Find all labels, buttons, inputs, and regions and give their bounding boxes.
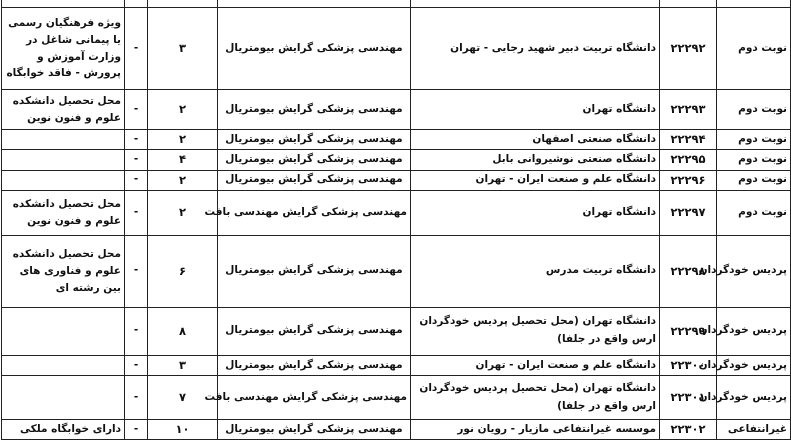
extra-capacity: - — [125, 130, 148, 150]
notes: محل تحصیل دانشکده علوم و فنون نوین — [2, 90, 125, 130]
field-of-study: مهندسی پزشکی گرایش بیومتریال — [218, 8, 411, 90]
admissions-table — [1, 0, 791, 440]
program-code: ۲۲۲۹۸ — [660, 235, 717, 307]
notes — [2, 307, 125, 355]
program-type: پردیس خودگردان — [717, 376, 791, 420]
table-row — [2, 0, 791, 8]
table-row — [2, 235, 791, 307]
table-row — [2, 420, 791, 440]
program-code: ۲۲۳۰۲ — [660, 420, 717, 440]
capacity: ۴ — [148, 150, 218, 170]
notes — [2, 355, 125, 375]
field-of-study: مهندسی پزشکی گرایش بیومتریال — [218, 420, 411, 440]
university-name: دانشگاه تهران — [411, 90, 660, 130]
field-of-study: مهندسی پزشکی گرایش بیومتریال — [218, 90, 411, 130]
table-row — [2, 8, 791, 90]
university-name: دانشگاه صنعتی نوشیروانی بابل — [411, 150, 660, 170]
program-type: نوبت دوم — [717, 130, 791, 150]
field-of-study: مهندسی پزشکی گرایش بیومتریال — [218, 150, 411, 170]
capacity: ۷ — [148, 376, 218, 420]
capacity: ۱۰ — [148, 420, 218, 440]
extra-capacity: - — [125, 307, 148, 355]
capacity: ۳ — [148, 355, 218, 375]
university-name: دانشگاه تربیت دبیر شهید رجایی - تهران — [411, 8, 660, 90]
university-name: دانشگاه صنعتی اصفهان — [411, 130, 660, 150]
extra-capacity: - — [125, 376, 148, 420]
university-name: دانشگاه تربیت مدرس — [411, 235, 660, 307]
table-row — [2, 190, 791, 235]
program-type: نوبت دوم — [717, 90, 791, 130]
capacity: ۲ — [148, 190, 218, 235]
program-code: ۲۲۲۹۴ — [660, 130, 717, 150]
university-name: دانشگاه تهران — [411, 190, 660, 235]
field-of-study: مهندسی پزشکی گرایش بیومتریال — [218, 235, 411, 307]
field-of-study: مهندسی پزشکی گرایش بیومتریال — [218, 355, 411, 375]
extra-capacity: - — [125, 150, 148, 170]
program-type: نوبت دوم — [717, 170, 791, 190]
program-code: ۲۲۲۹۷ — [660, 190, 717, 235]
university-name: دانشگاه علم و صنعت ایران - تهران — [411, 170, 660, 190]
program-type: پردیس خودگردان — [717, 235, 791, 307]
field-of-study: مهندسی پزشکی گرایش بیومتریال — [218, 130, 411, 150]
capacity: ۲ — [148, 130, 218, 150]
university-name: دانشگاه تهران (محل تحصیل پردیس خودگردان ارس واقع در جلفا) — [411, 376, 660, 420]
notes: محل تحصیل دانشکده علوم و فناوری های بین رشته ای — [2, 235, 125, 307]
program-type: پردیس خودگردان — [717, 307, 791, 355]
university-name: دانشگاه علم و صنعت ایران - تهران — [411, 355, 660, 375]
program-type: غیرانتفاعی — [717, 420, 791, 440]
capacity: ۸ — [148, 307, 218, 355]
program-type: پردیس خودگردان — [717, 355, 791, 375]
notes — [2, 376, 125, 420]
program-type: نوبت دوم — [717, 190, 791, 235]
program-type: نوبت دوم — [717, 150, 791, 170]
extra-capacity: - — [125, 420, 148, 440]
program-code: ۲۲۲۹۳ — [660, 90, 717, 130]
extra-capacity: - — [125, 8, 148, 90]
table-body — [2, 0, 791, 440]
notes — [2, 130, 125, 150]
capacity: ۳ — [148, 8, 218, 90]
capacity: ۶ — [148, 235, 218, 307]
table-row — [2, 376, 791, 420]
program-code: ۲۲۳۰۰ — [660, 355, 717, 375]
notes: دارای خوابگاه ملکی — [2, 420, 125, 440]
table-row — [2, 170, 791, 190]
table-row — [2, 90, 791, 130]
notes: ویژه فرهنگیان رسمی یا پیمانی شاغل در وزارت آموزش و پرورش - فاقد خوابگاه — [2, 8, 125, 90]
notes: محل تحصیل دانشکده علوم و فنون نوین — [2, 190, 125, 235]
capacity: ۲ — [148, 170, 218, 190]
program-code: ۲۲۲۹۶ — [660, 170, 717, 190]
extra-capacity: - — [125, 355, 148, 375]
extra-capacity: - — [125, 90, 148, 130]
program-code: ۲۲۲۹۵ — [660, 150, 717, 170]
notes — [2, 150, 125, 170]
table-row — [2, 307, 791, 355]
notes — [2, 170, 125, 190]
field-of-study: مهندسی پزشکی گرایش بیومتریال — [218, 170, 411, 190]
program-code: ۲۲۲۹۲ — [660, 8, 717, 90]
table-row — [2, 355, 791, 375]
table-row — [2, 150, 791, 170]
capacity: ۲ — [148, 90, 218, 130]
field-of-study: مهندسی پزشکی گرایش بیومتریال — [218, 307, 411, 355]
program-code: ۲۲۲۹۹ — [660, 307, 717, 355]
university-name: دانشگاه تهران (محل تحصیل پردیس خودگردان ارس واقع در جلفا) — [411, 307, 660, 355]
extra-capacity: - — [125, 170, 148, 190]
program-code: ۲۲۳۰۱ — [660, 376, 717, 420]
program-type: نوبت دوم — [717, 8, 791, 90]
table-row — [2, 130, 791, 150]
extra-capacity: - — [125, 235, 148, 307]
extra-capacity: - — [125, 190, 148, 235]
field-of-study: مهندسی پزشکی گرایش مهندسی بافت — [218, 190, 411, 235]
field-of-study: مهندسی پزشکی گرایش مهندسی بافت — [218, 376, 411, 420]
university-name: موسسه غیرانتفاعی مازیار - رویان نور — [411, 420, 660, 440]
